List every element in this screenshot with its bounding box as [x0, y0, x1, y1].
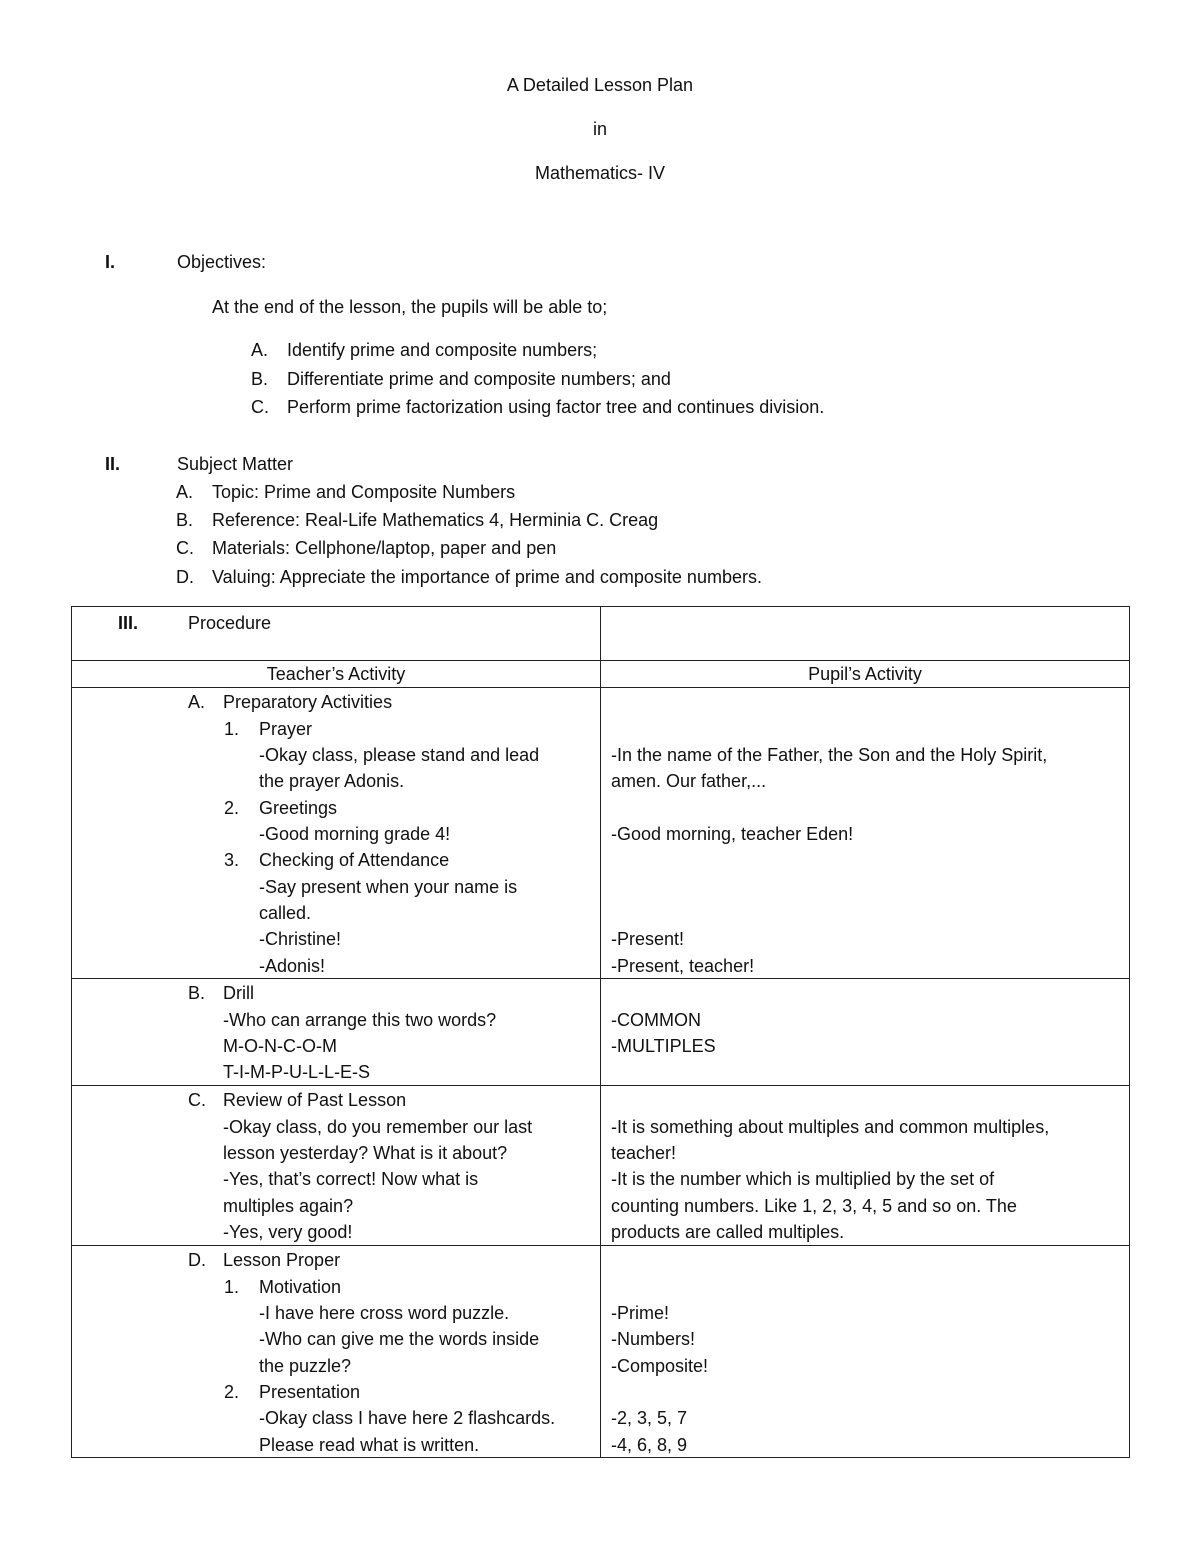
col-teacher-header: Teacher’s Activity	[72, 661, 601, 688]
step-number: 2.	[224, 798, 240, 819]
doc-subject: Mathematics- IV	[534, 163, 666, 183]
teacher-line: lesson yesterday? What is it about?	[223, 1143, 508, 1164]
step-title: Checking of Attendance	[259, 850, 450, 871]
teacher-line: -Who can arrange this two words?	[223, 1010, 497, 1031]
step-number: 1.	[224, 1277, 240, 1298]
pupil-line: -It is the number which is multiplied by the set of	[611, 1169, 995, 1190]
subject-letter: B.	[176, 510, 194, 530]
doc-title: A Detailed Lesson Plan	[506, 75, 694, 95]
section-2-numeral: II.	[105, 454, 121, 474]
row-letter: D.	[188, 1250, 206, 1271]
objective-item: Perform prime factorization using factor tree and continues division.	[287, 397, 825, 417]
pupil-line: -In the name of the Father, the Son and the Holy Spirit,	[611, 745, 1048, 766]
section-3-numeral: III.	[118, 613, 139, 633]
row-title: Review of Past Lesson	[223, 1090, 407, 1111]
subject-item: Materials: Cellphone/laptop, paper and pen	[212, 538, 557, 558]
subject-letter: A.	[176, 482, 194, 502]
teacher-line: -I have here cross word puzzle.	[259, 1303, 510, 1324]
section-2-title: Subject Matter	[177, 454, 294, 474]
teacher-line: -Okay class I have here 2 flashcards.	[259, 1408, 556, 1429]
subject-item: Topic: Prime and Composite Numbers	[212, 482, 516, 502]
step-number: 2.	[224, 1382, 240, 1403]
column-header-row	[72, 661, 1130, 688]
teacher-line: -Okay class, please stand and lead	[259, 745, 540, 766]
teacher-line: -Christine!	[259, 929, 342, 950]
pupil-line: -Numbers!	[611, 1329, 696, 1350]
section-3-title: Procedure	[188, 613, 272, 633]
subject-item: Reference: Real-Life Mathematics 4, Herminia C. Creag	[212, 510, 659, 530]
pupil-line: -Present, teacher!	[611, 956, 755, 977]
doc-title-in: in	[592, 119, 607, 139]
subject-letter: C.	[176, 538, 194, 558]
teacher-line: the puzzle?	[259, 1356, 352, 1377]
step-title: Motivation	[259, 1277, 342, 1298]
teacher-line: -Adonis!	[259, 956, 326, 977]
objective-item: Identify prime and composite numbers;	[287, 340, 598, 360]
pupil-line: amen. Our father,...	[611, 771, 767, 792]
pupil-line: -MULTIPLES	[611, 1036, 716, 1057]
teacher-line: M-O-N-C-O-M	[223, 1036, 337, 1057]
objective-letter: B.	[251, 369, 269, 389]
subject-item: Valuing: Appreciate the importance of prime and composite numbers.	[212, 567, 762, 587]
step-number: 1.	[224, 719, 240, 740]
step-title: Greetings	[259, 798, 338, 819]
objectives-intro: At the end of the lesson, the pupils will be able to;	[212, 297, 608, 317]
section-1-title: Objectives:	[177, 252, 267, 272]
teacher-line: -Good morning grade 4!	[259, 824, 451, 845]
teacher-line: -Yes, that’s correct! Now what is	[223, 1169, 479, 1190]
row-letter: B.	[188, 983, 206, 1004]
teacher-line: Please read what is written.	[259, 1435, 480, 1456]
subject-letter: D.	[176, 567, 194, 587]
teacher-line: -Say present when your name is	[259, 877, 518, 898]
table-row	[72, 979, 1130, 1086]
pupil-line: -COMMON	[611, 1010, 701, 1031]
objective-item: Differentiate prime and composite numbers; and	[287, 369, 671, 389]
pupil-line: -2, 3, 5, 7	[611, 1408, 688, 1429]
col-pupil-header: Pupil’s Activity	[601, 661, 1130, 688]
row-letter: C.	[188, 1090, 206, 1111]
pupil-line: -It is something about multiples and common multiples,	[611, 1117, 1050, 1138]
pupil-line: products are called multiples.	[611, 1222, 845, 1243]
teacher-line: the prayer Adonis.	[259, 771, 405, 792]
teacher-line: multiples again?	[223, 1196, 354, 1217]
objective-letter: A.	[251, 340, 269, 360]
section-1-numeral: I.	[105, 252, 116, 272]
row-title: Preparatory Activities	[223, 692, 393, 713]
teacher-line: -Okay class, do you remember our last	[223, 1117, 533, 1138]
pupil-line: -4, 6, 8, 9	[611, 1435, 688, 1456]
teacher-line: -Yes, very good!	[223, 1222, 353, 1243]
procedure-heading-row	[72, 607, 1130, 661]
pupil-line: -Composite!	[611, 1356, 709, 1377]
pupil-line: counting numbers. Like 1, 2, 3, 4, 5 and so on. The	[611, 1196, 1017, 1217]
pupil-line: -Prime!	[611, 1303, 669, 1324]
table-row	[72, 1246, 1130, 1458]
procedure-table	[71, 606, 1130, 1458]
table-row	[72, 688, 1130, 979]
teacher-line: T-I-M-P-U-L-L-E-S	[223, 1062, 370, 1083]
pupil-line: -Present!	[611, 929, 685, 950]
pupil-line: teacher!	[611, 1143, 677, 1164]
teacher-line: -Who can give me the words inside	[259, 1329, 540, 1350]
step-title: Prayer	[259, 719, 313, 740]
row-title: Lesson Proper	[223, 1250, 341, 1271]
row-letter: A.	[188, 692, 206, 713]
pupil-line: -Good morning, teacher Eden!	[611, 824, 854, 845]
step-number: 3.	[224, 850, 240, 871]
teacher-line: called.	[259, 903, 312, 924]
objective-letter: C.	[251, 397, 269, 417]
row-title: Drill	[223, 983, 254, 1004]
step-title: Presentation	[259, 1382, 361, 1403]
table-row	[72, 1086, 1130, 1246]
